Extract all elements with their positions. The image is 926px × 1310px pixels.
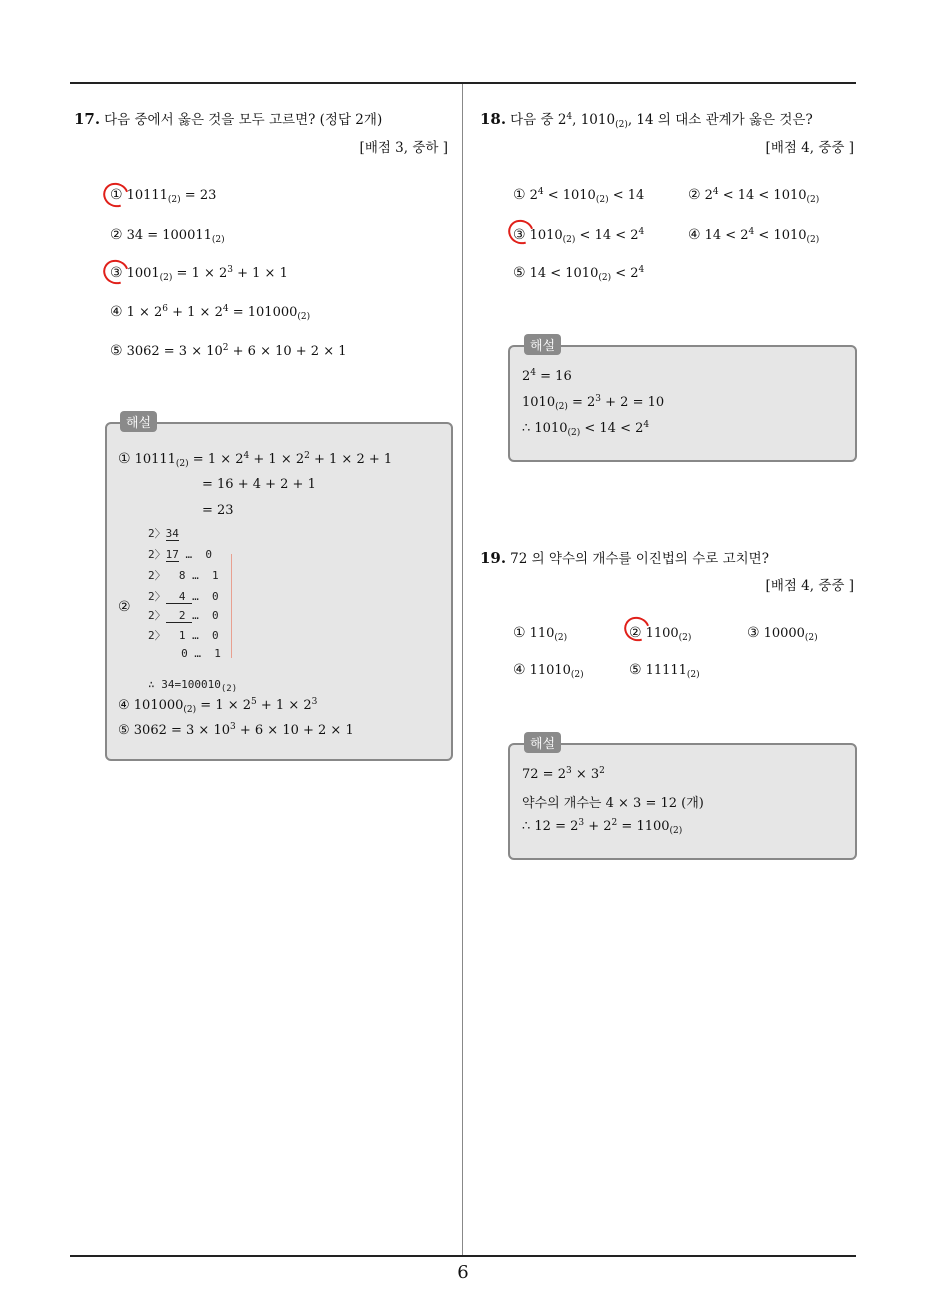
top-rule [70, 82, 856, 84]
option-marker: ⑤ [513, 265, 526, 281]
option-marker: ② [110, 227, 123, 243]
solution-line: = 23 [202, 503, 234, 518]
question-number: 18. [480, 110, 507, 128]
division-row: 2〉 8 … 1 [148, 569, 219, 582]
option-3[interactable] [513, 227, 644, 245]
solution-tag: 해설 [524, 732, 561, 753]
division-arrow [231, 554, 232, 658]
option-marker: ③ [110, 265, 123, 281]
option-text: $10000_{(2)}$ [763, 626, 818, 643]
solution-line: $1010_{(2)} = 2^3 + 2 = 10$ [522, 394, 665, 412]
option-marker: ⑤ [629, 662, 642, 678]
division-row: 2〉34 [148, 527, 179, 540]
solution-line: ① $10111_{(2)} = 1 \times 2^4 + 1 \times 2^2 + 1 \times 2 + 1$ [118, 451, 393, 469]
question-text: 다음 중에서 옳은 것을 모두 고르면? (정답 2개) [104, 112, 383, 128]
solution-line: ∴ $1010_{(2)} < 14 < 2^4$ [522, 420, 650, 438]
solution-tag: 해설 [524, 334, 561, 355]
option-2[interactable] [688, 187, 819, 205]
question-19-meta: [배점 4, 중중 ] [765, 578, 854, 594]
question-18-meta: [배점 4, 중중 ] [765, 140, 854, 156]
option-marker: ① [110, 187, 123, 203]
option-marker: ② [688, 187, 701, 203]
option-3[interactable] [747, 625, 818, 643]
question-number: 19. [480, 549, 507, 567]
question-19-header [480, 547, 769, 567]
option-2[interactable] [629, 625, 691, 643]
option-text: $110_{(2)}$ [529, 626, 568, 643]
option-text: $11010_{(2)}$ [529, 663, 584, 680]
option-marker: ④ [513, 662, 526, 678]
division-row: 0 … 1 [148, 647, 221, 660]
question-text: 다음 중 $2^4$, $1010_{(2)}$, 14 의 대소 관계가 옳은 것은? [510, 112, 813, 130]
option-text: $14 < 1010_{(2)} < 2^4$ [529, 265, 645, 283]
option-text: $1010_{(2)} < 14 < 2^4$ [529, 227, 645, 245]
option-text: $2^4 < 1010_{(2)} < 14$ [529, 187, 645, 205]
column-divider [462, 84, 463, 1257]
question-18-header [480, 108, 813, 130]
option-text: $3062 = 3 \times 10^2 + 6 \times 10 + 2 \times 1$ [126, 343, 347, 359]
option-marker: ③ [513, 227, 526, 243]
option-text: $1001_{(2)} = 1 \times 2^3 + 1 \times 1$ [126, 265, 288, 283]
division-row: 2〉17 … 0 [148, 548, 212, 561]
division-row: 2〉 4 … 0 [148, 590, 219, 603]
solution-line: ∴ $12 = 2^3 + 2^2 = 1100_{(2)}$ [522, 818, 683, 836]
question-17-header [74, 108, 382, 128]
option-text: $11111_{(2)}$ [645, 663, 700, 680]
division-result: ∴ $34=100010_{(2)}$ [148, 678, 238, 694]
option-marker: ② [118, 599, 131, 615]
option-3[interactable] [110, 265, 288, 283]
option-text: $2^4 < 14 < 1010_{(2)}$ [704, 187, 820, 205]
option-1[interactable] [513, 625, 567, 643]
option-text: $14 < 2^4 < 1010_{(2)}$ [704, 227, 820, 245]
option-marker: ⑤ [110, 343, 123, 359]
solution-line: $2^4 = 16$ [522, 368, 572, 384]
option-5[interactable] [513, 265, 644, 283]
solution-line: ⑤ $3062 = 3 \times 10^3 + 6 \times 10 + 2 \times 1$ [118, 722, 354, 738]
option-4[interactable] [688, 227, 819, 245]
option-marker: ② [629, 625, 642, 641]
solution-line: 약수의 개수는 4 × 3 = 12 (개) [522, 796, 704, 811]
page-number: 6 [457, 1262, 469, 1283]
option-marker: ③ [747, 625, 760, 641]
question-text: 72 의 약수의 개수를 이진법의 수로 고치면? [510, 551, 769, 567]
option-marker: ① [118, 451, 131, 467]
solution-tag: 해설 [120, 411, 157, 432]
option-5[interactable] [110, 343, 347, 359]
question-number: 17. [74, 110, 101, 128]
option-2[interactable] [110, 227, 225, 245]
option-1[interactable] [110, 187, 216, 205]
division-row: 2〉 2 … 0 [148, 609, 219, 622]
option-marker: ④ [110, 304, 123, 320]
option-text: $34 = 100011_{(2)}$ [126, 228, 225, 245]
solution-line: = 16 + 4 + 2 + 1 [202, 477, 316, 492]
option-text: $10111_{(2)} = 23$ [126, 188, 217, 205]
solution-line: $72 = 2^3 \times 3^2$ [522, 766, 605, 782]
option-marker: ① [513, 187, 526, 203]
bottom-rule [70, 1255, 856, 1257]
option-4[interactable] [513, 662, 584, 680]
option-5[interactable] [629, 662, 700, 680]
option-4[interactable] [110, 304, 310, 322]
division-row: 2〉 1 … 0 [148, 629, 219, 642]
option-1[interactable] [513, 187, 644, 205]
solution-line: ④ $101000_{(2)} = 1 \times 2^5 + 1 \times 2^3$ [118, 697, 318, 715]
option-text: $1 \times 2^6 + 1 \times 2^4 = 101000_{(2)}$ [126, 304, 311, 322]
option-marker: ① [513, 625, 526, 641]
option-text: $1100_{(2)}$ [645, 626, 692, 643]
question-17-meta: [배점 3, 중하 ] [359, 140, 448, 156]
option-marker: ④ [688, 227, 701, 243]
